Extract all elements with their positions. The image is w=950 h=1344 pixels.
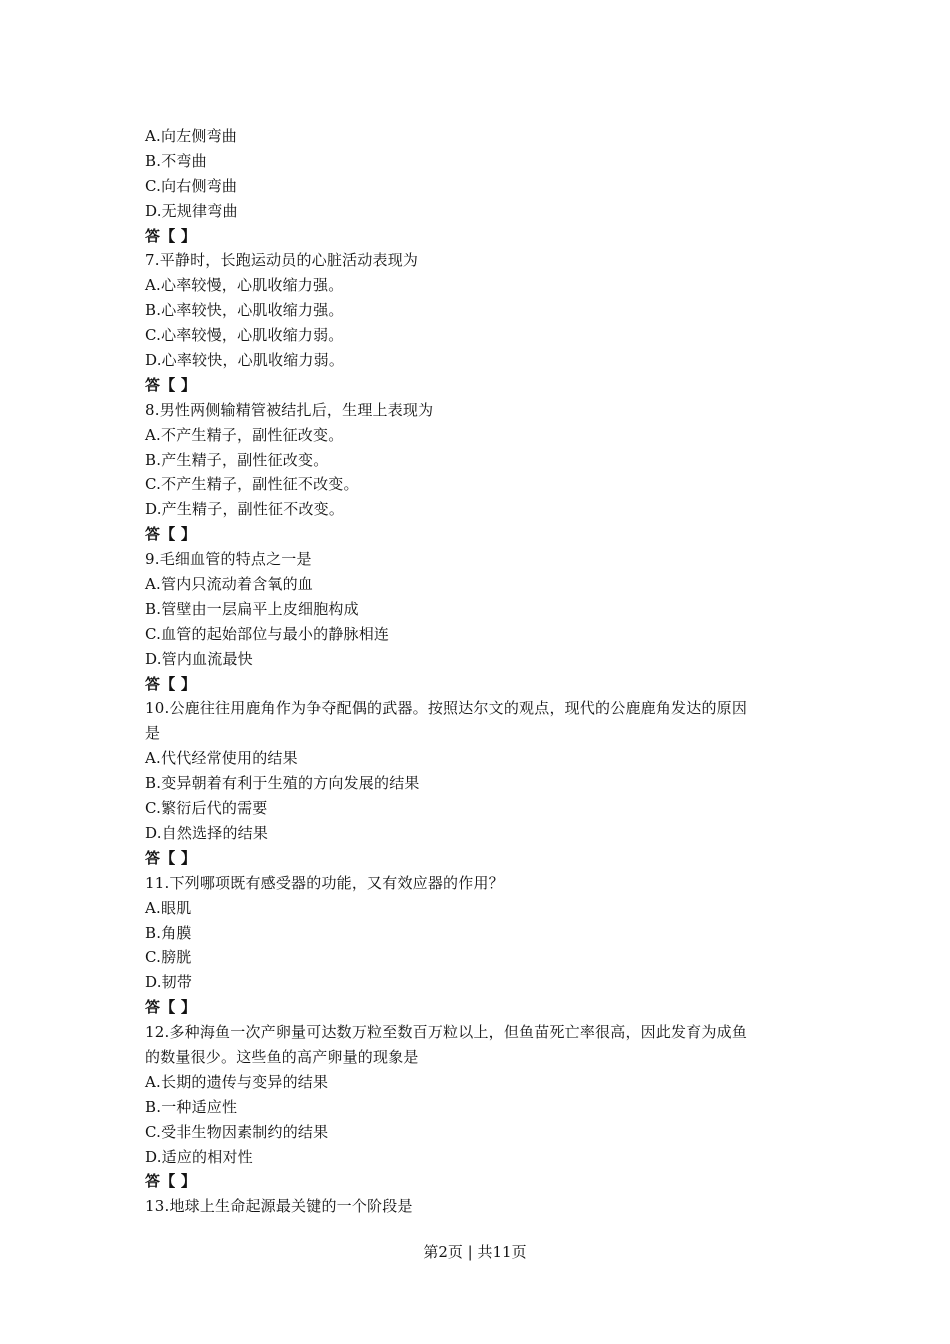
question-stem: 11.下列哪项既有感受器的功能，又有效应器的作用？ [145, 873, 504, 892]
option-line: A.代代经常使用的结果 [145, 749, 298, 768]
option-line: C.不产生精子，副性征不改变。 [145, 475, 359, 494]
option-line: C.向右侧弯曲 [145, 176, 238, 195]
option-line: C.心率较慢，心肌收缩力弱。 [145, 326, 344, 345]
option-line: C.血管的起始部位与最小的静脉相连 [145, 624, 390, 643]
option-line: B.角膜 [145, 923, 192, 942]
option-line: A.眼肌 [145, 898, 192, 917]
option-line: B.产生精子，副性征改变。 [145, 450, 329, 469]
option-line: A.长期的遗传与变异的结果 [145, 1072, 329, 1091]
question-stem-continued: 的数量很少。这些鱼的高产卵量的现象是 [145, 1047, 419, 1066]
question-stem-continued: 是 [145, 724, 161, 743]
option-line: D.适应的相对性 [145, 1147, 253, 1166]
option-line: B.不弯曲 [145, 151, 207, 170]
option-line: D.韧带 [145, 973, 193, 992]
question-stem: 8.男性两侧输精管被结扎后，生理上表现为 [145, 400, 434, 419]
option-line: D.产生精子，副性征不改变。 [145, 500, 345, 519]
question-stem: 13.地球上生命起源最关键的一个阶段是 [145, 1197, 413, 1216]
answer-blank: 答【 】 [145, 848, 197, 867]
answer-blank: 答【 】 [145, 226, 197, 245]
option-line: B.管壁由一层扁平上皮细胞构成 [145, 599, 359, 618]
option-line: D.管内血流最快 [145, 649, 253, 668]
answer-blank: 答【 】 [145, 674, 197, 693]
question-stem: 7.平静时，长跑运动员的心脏活动表现为 [145, 251, 419, 270]
question-stem: 12.多种海鱼一次产卵量可达数万粒至数百万粒以上，但鱼苗死亡率很高，因此发育为成鱼 [145, 1023, 748, 1042]
option-line: D.无规律弯曲 [145, 201, 238, 220]
option-line: C.膀胱 [145, 948, 192, 967]
option-line: D.自然选择的结果 [145, 823, 269, 842]
answer-blank: 答【 】 [145, 375, 197, 394]
answer-blank: 答【 】 [145, 998, 197, 1017]
option-line: A.不产生精子，副性征改变。 [145, 425, 344, 444]
option-line: D.心率较快，心肌收缩力弱。 [145, 351, 345, 370]
option-line: C.繁衍后代的需要 [145, 799, 268, 818]
option-line: B.一种适应性 [145, 1097, 238, 1116]
answer-blank: 答【 】 [145, 1172, 197, 1191]
option-line: A.心率较慢，心肌收缩力强。 [145, 276, 344, 295]
question-list [145, 124, 815, 1219]
page-footer: 第2页 | 共11页 [423, 1243, 527, 1261]
option-line: A.管内只流动着含氧的血 [145, 575, 314, 594]
option-line: B.心率较快，心肌收缩力强。 [145, 301, 344, 320]
option-line: C.受非生物因素制约的结果 [145, 1122, 329, 1141]
answer-blank: 答【 】 [145, 525, 197, 544]
option-line: B.变异朝着有利于生殖的方向发展的结果 [145, 774, 420, 793]
question-stem: 9.毛细血管的特点之一是 [145, 550, 312, 569]
option-line: A.向左侧弯曲 [145, 127, 238, 145]
question-stem: 10.公鹿往往用鹿角作为争夺配偶的武器。按照达尔文的观点，现代的公鹿鹿角发达的原因 [145, 699, 748, 718]
